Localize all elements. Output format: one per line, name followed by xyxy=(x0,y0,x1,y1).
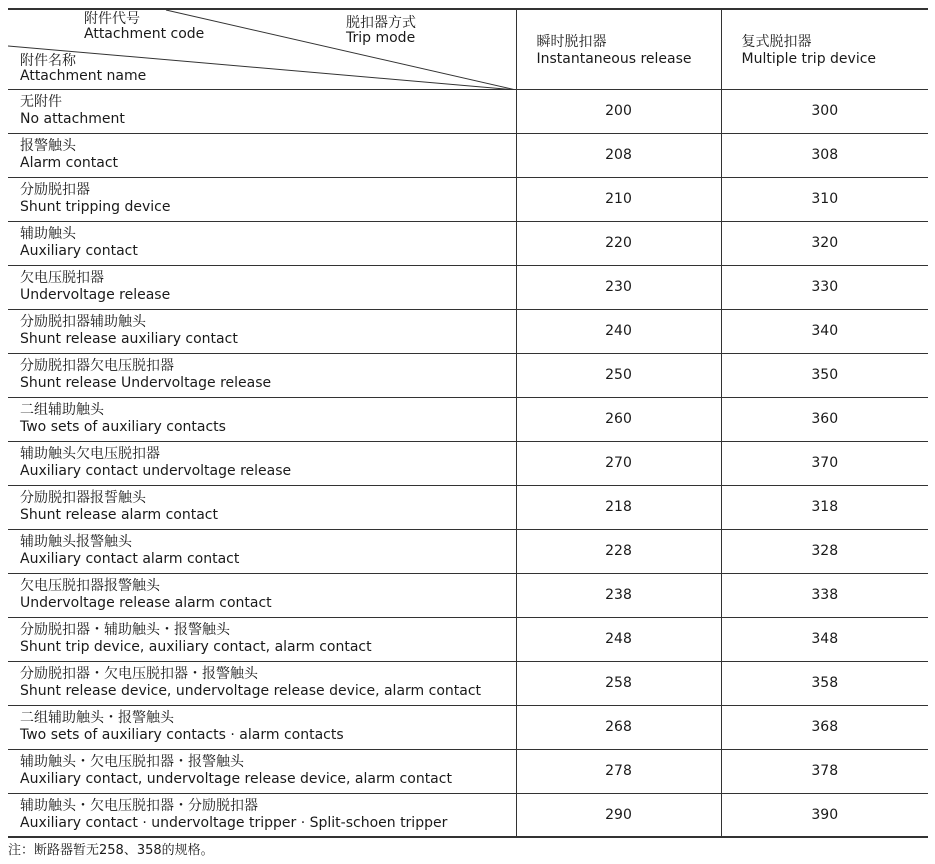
trip-mode-label: 脱扣器方式 Trip mode xyxy=(346,15,416,46)
attachment-name-cell xyxy=(8,793,516,837)
table-row xyxy=(8,309,928,353)
attachment-name-cell xyxy=(8,529,516,573)
multiple-trip-header: 复式脱扣器 Multiple trip device xyxy=(721,9,928,89)
table-body xyxy=(8,89,928,837)
attachment-name-cell xyxy=(8,617,516,661)
table-row xyxy=(8,573,928,617)
attachment-name-en: Shunt release auxiliary contact xyxy=(20,331,238,347)
table-row xyxy=(8,485,928,529)
multiple-code-cell: 358 xyxy=(721,661,928,705)
instantaneous-code-cell: 240 xyxy=(516,309,721,353)
attachment-name-cell xyxy=(8,177,516,221)
table-row xyxy=(8,441,928,485)
table-row xyxy=(8,529,928,573)
instantaneous-code-cell: 278 xyxy=(516,749,721,793)
attachment-name-en: Two sets of auxiliary contacts xyxy=(20,419,226,435)
attachment-name-cn: 欠电压脱扣器 xyxy=(20,270,104,286)
attachment-name-cn: 分励脱扣器・辅助触头・报警触头 xyxy=(20,622,230,638)
attachment-name-cell xyxy=(8,397,516,441)
attachment-name-en: Auxiliary contact xyxy=(20,243,138,259)
attachment-name-en: Undervoltage release xyxy=(20,287,171,303)
multiple-code-cell: 368 xyxy=(721,705,928,749)
table-row xyxy=(8,133,928,177)
instantaneous-release-header: 瞬时脱扣器 Instantaneous release xyxy=(516,9,721,89)
attachment-name-cell xyxy=(8,573,516,617)
attachment-name-en: Undervoltage release alarm contact xyxy=(20,595,272,611)
instantaneous-code-cell: 210 xyxy=(516,177,721,221)
attachment-name-cn: 报警触头 xyxy=(20,138,76,154)
instantaneous-code-cell: 208 xyxy=(516,133,721,177)
attachment-name-cn: 辅助触头 xyxy=(20,226,76,242)
attachment-code-table xyxy=(8,8,928,838)
attachment-name-cell xyxy=(8,265,516,309)
instantaneous-code-cell: 238 xyxy=(516,573,721,617)
instantaneous-code-cell: 228 xyxy=(516,529,721,573)
table-row xyxy=(8,397,928,441)
multiple-code-cell: 320 xyxy=(721,221,928,265)
multiple-code-cell: 328 xyxy=(721,529,928,573)
instantaneous-code-cell: 220 xyxy=(516,221,721,265)
attachment-name-en: Auxiliary contact, undervoltage release device, alarm contact xyxy=(20,771,452,787)
instantaneous-code-cell: 270 xyxy=(516,441,721,485)
multiple-code-cell: 350 xyxy=(721,353,928,397)
attachment-name-cn: 二组辅助触头 xyxy=(20,402,104,418)
attachment-name-cn: 分励脱扣器辅助触头 xyxy=(20,314,146,330)
multiple-code-cell: 310 xyxy=(721,177,928,221)
instantaneous-code-cell: 258 xyxy=(516,661,721,705)
attachment-name-cn: 辅助触头・欠电压脱扣器・报警触头 xyxy=(20,754,244,770)
attachment-name-en: Shunt release device, undervoltage release device, alarm contact xyxy=(20,683,482,699)
multiple-code-cell: 348 xyxy=(721,617,928,661)
table-row xyxy=(8,617,928,661)
attachment-name-cell xyxy=(8,705,516,749)
attachment-name-cn: 欠电压脱扣器报警触头 xyxy=(20,578,160,594)
attachment-name-en: Shunt tripping device xyxy=(20,199,171,215)
attachment-name-cell xyxy=(8,441,516,485)
attachment-name-en: No attachment xyxy=(20,111,125,127)
attachment-name-cn: 无附件 xyxy=(20,94,62,110)
table-row xyxy=(8,353,928,397)
attachment-name-en: Two sets of auxiliary contacts · alarm contacts xyxy=(20,727,344,743)
attachment-name-en: Auxiliary contact alarm contact xyxy=(20,551,240,567)
attachment-name-en: Shunt release alarm contact xyxy=(20,507,218,523)
attachment-name-cn: 分励脱扣器欠电压脱扣器 xyxy=(20,358,174,374)
attachment-name-en: Auxiliary contact undervoltage release xyxy=(20,463,292,479)
attachment-name-cn: 分励脱扣器 xyxy=(20,182,90,198)
multiple-code-cell: 370 xyxy=(721,441,928,485)
multiple-code-cell: 360 xyxy=(721,397,928,441)
attachment-name-cn: 分励脱扣器・欠电压脱扣器・报警触头 xyxy=(20,666,258,682)
attachment-code-label: 附件代号 Attachment code xyxy=(84,11,205,42)
attachment-name-cell xyxy=(8,309,516,353)
instantaneous-code-cell: 218 xyxy=(516,485,721,529)
attachment-name-cell xyxy=(8,221,516,265)
multiple-code-cell: 338 xyxy=(721,573,928,617)
attachment-name-cn: 二组辅助触头・报警触头 xyxy=(20,710,174,726)
multiple-code-cell: 330 xyxy=(721,265,928,309)
attachment-name-cell xyxy=(8,749,516,793)
footnote: 注：断路器暂无258、358的规格。 xyxy=(8,843,214,858)
table-row xyxy=(8,793,928,837)
attachment-name-cell xyxy=(8,485,516,529)
table-row xyxy=(8,705,928,749)
instantaneous-code-cell: 248 xyxy=(516,617,721,661)
attachment-name-label: 附件名称 Attachment name xyxy=(20,53,147,84)
attachment-name-en: Shunt trip device, auxiliary contact, alarm contact xyxy=(20,639,372,655)
attachment-name-en: Alarm contact xyxy=(20,155,119,171)
table-row xyxy=(8,221,928,265)
attachment-name-cn: 辅助触头・欠电压脱扣器・分励脱扣器 xyxy=(20,797,258,814)
attachment-name-cell xyxy=(8,353,516,397)
diagonal-header-cell xyxy=(8,9,516,89)
instantaneous-code-cell: 290 xyxy=(605,806,632,823)
multiple-code-cell: 318 xyxy=(721,485,928,529)
table-header-row xyxy=(8,9,928,89)
attachment-name-cell xyxy=(8,133,516,177)
instantaneous-code-cell: 260 xyxy=(516,397,721,441)
multiple-code-cell: 308 xyxy=(721,133,928,177)
attachment-name-cn: 辅助触头报警触头 xyxy=(20,534,132,550)
multiple-code-cell: 340 xyxy=(721,309,928,353)
instantaneous-code-cell: 268 xyxy=(516,705,721,749)
attachment-table-container xyxy=(8,8,928,838)
multiple-code-cell: 300 xyxy=(721,89,928,133)
attachment-name-cn: 分励脱扣器报誓触头 xyxy=(20,490,146,506)
table-row xyxy=(8,89,928,133)
instantaneous-code-cell: 230 xyxy=(516,265,721,309)
table-row xyxy=(8,265,928,309)
table-row xyxy=(8,749,928,793)
attachment-name-cell xyxy=(8,661,516,705)
multiple-code-cell: 378 xyxy=(721,749,928,793)
multiple-code-cell: 390 xyxy=(721,793,928,837)
attachment-name-en: Auxiliary contact · undervoltage tripper · Split-schoen tripper xyxy=(20,814,448,831)
attachment-name-cell xyxy=(8,89,516,133)
table-row xyxy=(8,177,928,221)
instantaneous-code-cell: 250 xyxy=(516,353,721,397)
table-row xyxy=(8,661,928,705)
instantaneous-code-cell: 200 xyxy=(516,89,721,133)
attachment-name-en: Shunt release Undervoltage release xyxy=(20,375,272,391)
attachment-name-cn: 辅助触头欠电压脱扣器 xyxy=(20,446,160,462)
